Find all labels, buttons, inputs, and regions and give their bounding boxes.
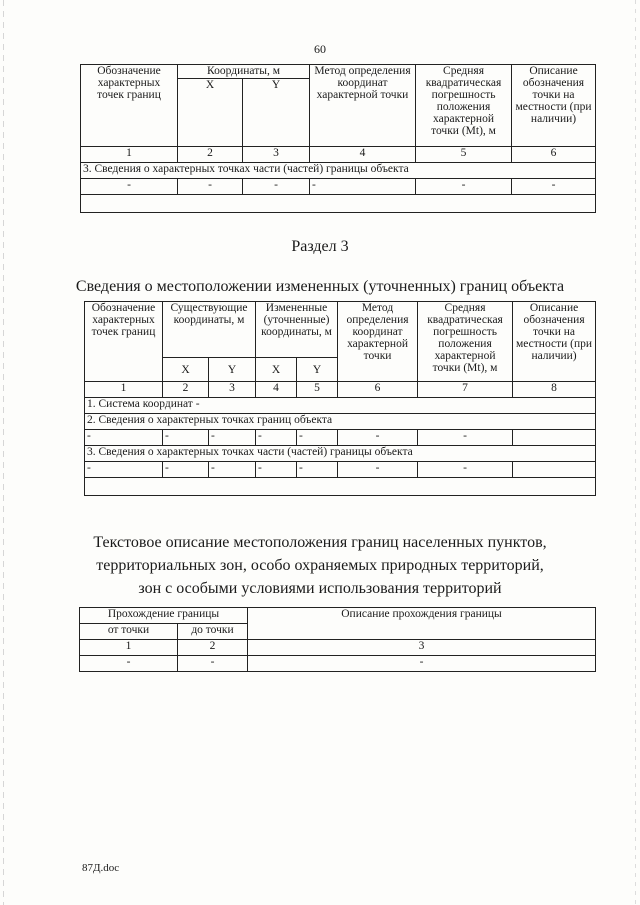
col-designation: Обозначение характерных точек границ — [85, 302, 163, 382]
table-cell: - — [418, 430, 513, 446]
col-number: 2 — [178, 147, 243, 163]
col-number: 8 — [513, 382, 596, 398]
boundary-passage-table — [79, 607, 596, 672]
col-from-point: от точки — [80, 624, 178, 640]
col-number: 2 — [178, 640, 248, 656]
points-table — [80, 64, 596, 213]
section-row: 3. Сведения о характерных точках части (частей) границы объекта — [81, 163, 596, 179]
table-cell: - — [338, 430, 418, 446]
scan-edge-left — [3, 0, 4, 905]
col-to-point: до точки — [178, 624, 248, 640]
col-number: 6 — [338, 382, 418, 398]
table-cell: - — [178, 656, 248, 672]
table-cell: - — [338, 462, 418, 478]
table-cell: - — [256, 430, 297, 446]
col-number: 3 — [243, 147, 310, 163]
col-existing-coordinates: Существующие координаты, м — [163, 302, 256, 358]
table-cell: - — [178, 179, 243, 195]
empty-row — [81, 195, 596, 213]
col-coordinates: Координаты, м — [178, 65, 310, 79]
table-cell: - — [512, 179, 596, 195]
table-cell: - — [163, 462, 209, 478]
scan-edge-right — [635, 0, 636, 905]
table-cell: - — [310, 179, 416, 195]
col-number: 5 — [297, 382, 338, 398]
section-subtitle: Сведения о местоположении измененных (уточненных) границ объекта — [75, 278, 565, 295]
col-number: 4 — [310, 147, 416, 163]
table-cell: - — [85, 462, 163, 478]
col-y: Y — [243, 79, 310, 147]
col-number: 7 — [418, 382, 513, 398]
col-boundary-passage: Прохождение границы — [80, 608, 248, 624]
table-cell: - — [297, 462, 338, 478]
table-cell: - — [243, 179, 310, 195]
table-cell: - — [80, 656, 178, 672]
col-number: 4 — [256, 382, 297, 398]
col-number: 1 — [85, 382, 163, 398]
table-cell: - — [416, 179, 512, 195]
table-cell: - — [297, 430, 338, 446]
table-cell: - — [256, 462, 297, 478]
col-y: Y — [209, 358, 256, 382]
col-number: 3 — [248, 640, 596, 656]
col-designation: Обозначение характерных точек границ — [81, 65, 178, 147]
changed-boundaries-table — [84, 301, 596, 496]
table-cell: - — [418, 462, 513, 478]
col-method: Метод определения координат характерной точки — [310, 65, 416, 147]
footer-filename: 87Д.doc — [82, 862, 120, 874]
section-title: Раздел 3 — [291, 238, 349, 255]
empty-row — [85, 478, 596, 496]
col-number: 1 — [80, 640, 178, 656]
col-x: X — [178, 79, 243, 147]
col-error: Средняя квадратическая погрешность положения характерной точки (Mt), м — [416, 65, 512, 147]
col-y: Y — [297, 358, 338, 382]
section-row: 3. Сведения о характерных точках части (частей) границы объекта — [85, 446, 596, 462]
col-passage-description: Описание прохождения границы — [248, 608, 596, 640]
col-error: Средняя квадратическая погрешность положения характерной точки (Mt), м — [418, 302, 513, 382]
table-cell: - — [209, 430, 256, 446]
section-row: 2. Сведения о характерных точках границ объекта — [85, 414, 596, 430]
table-cell: - — [85, 430, 163, 446]
col-x: X — [256, 358, 297, 382]
col-changed-coordinates: Измененные (уточненные) координаты, м — [256, 302, 338, 358]
col-description: Описание обозначения точки на местности (при наличии) — [513, 302, 596, 382]
table-cell — [513, 462, 596, 478]
table-cell — [513, 430, 596, 446]
col-number: 2 — [163, 382, 209, 398]
col-x: X — [163, 358, 209, 382]
col-method: Метод определения координат характерной точки — [338, 302, 418, 382]
coordinate-system-row: 1. Система координат - — [85, 398, 596, 414]
table-cell: - — [248, 656, 596, 672]
page-number: 60 — [314, 42, 326, 56]
table-cell: - — [163, 430, 209, 446]
col-number: 5 — [416, 147, 512, 163]
table-cell: - — [209, 462, 256, 478]
col-number: 6 — [512, 147, 596, 163]
text-description-heading: Текстовое описание местоположения границ населенных пунктов, территориальных зон, особо охраняемых природных территорий, зон с особыми условиями использования территорий — [93, 534, 547, 597]
col-number: 3 — [209, 382, 256, 398]
table-cell: - — [81, 179, 178, 195]
col-description: Описание обозначения точки на местности (при наличии) — [512, 65, 596, 147]
col-number: 1 — [81, 147, 178, 163]
